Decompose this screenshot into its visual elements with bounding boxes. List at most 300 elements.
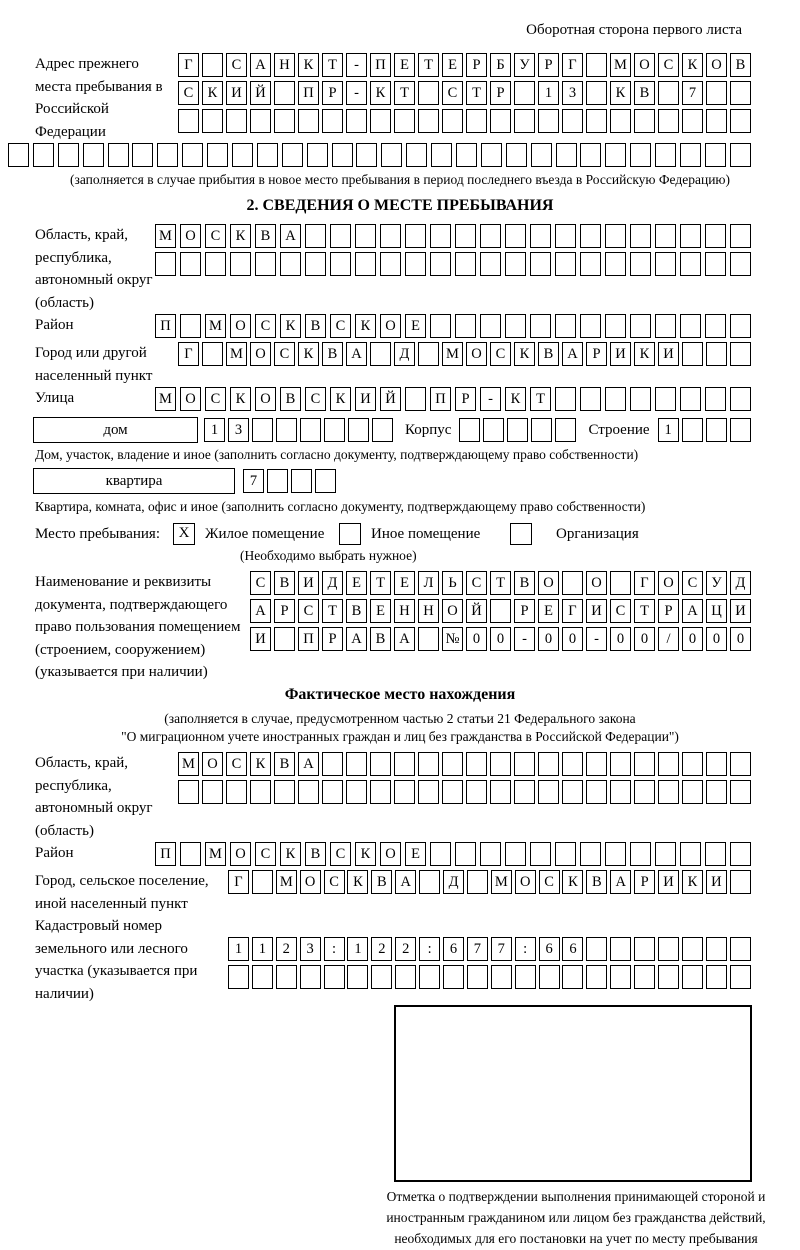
char-cell	[405, 387, 426, 411]
char-cell	[330, 224, 351, 248]
char-cell: С	[490, 342, 511, 366]
char-cell	[274, 780, 295, 804]
char-cell	[730, 224, 751, 248]
char-cell	[538, 780, 559, 804]
char-cell	[658, 109, 679, 133]
char-cell: 0	[706, 627, 727, 651]
char-cell	[443, 965, 464, 989]
char-cell	[481, 143, 502, 167]
option-inoe-label: Иное помещение	[371, 525, 481, 542]
char-row	[178, 780, 751, 804]
char-cell: М	[155, 224, 176, 248]
char-cell	[514, 780, 535, 804]
char-cell	[257, 143, 278, 167]
char-cell	[682, 342, 703, 366]
char-cell	[706, 342, 727, 366]
char-cell	[250, 109, 271, 133]
char-cell: Л	[418, 571, 439, 595]
char-cell: О	[466, 342, 487, 366]
char-cell: С	[298, 599, 319, 623]
char-cell: Й	[250, 81, 271, 105]
char-cell	[655, 252, 676, 276]
char-cell	[505, 252, 526, 276]
char-cell	[586, 780, 607, 804]
char-cell	[370, 752, 391, 776]
char-cell: М	[491, 870, 512, 894]
char-cell: К	[202, 81, 223, 105]
char-cell: Р	[490, 81, 511, 105]
char-cell	[580, 224, 601, 248]
char-cell: А	[395, 870, 416, 894]
char-cell	[491, 965, 512, 989]
char-cell: М	[155, 387, 176, 411]
city-field	[35, 342, 800, 387]
street-label: Улица	[35, 390, 75, 407]
char-cell: У	[706, 571, 727, 595]
stroenie-label: Строение	[588, 421, 650, 438]
char-cell: О	[255, 387, 276, 411]
char-cell: К	[250, 752, 271, 776]
char-cell: М	[205, 314, 226, 338]
char-cell: П	[370, 53, 391, 77]
char-cell	[580, 314, 601, 338]
char-cell	[562, 780, 583, 804]
char-cell: 7	[682, 81, 703, 105]
char-cell: 0	[466, 627, 487, 651]
char-cell	[202, 342, 223, 366]
char-cell	[586, 81, 607, 105]
char-cell: 0	[730, 627, 751, 651]
char-cell	[157, 143, 178, 167]
char-cell: П	[298, 627, 319, 651]
char-cell	[430, 314, 451, 338]
char-cell	[442, 109, 463, 133]
char-cell: Н	[394, 599, 415, 623]
char-row	[228, 870, 751, 894]
char-row	[155, 314, 751, 338]
char-row	[155, 252, 751, 276]
char-cell	[419, 870, 440, 894]
char-cell	[466, 780, 487, 804]
char-cell	[459, 418, 480, 442]
char-cell	[682, 752, 703, 776]
confirmation-stamp-box	[394, 1005, 752, 1182]
char-cell: О	[300, 870, 321, 894]
char-cell	[505, 842, 526, 866]
char-cell	[155, 252, 176, 276]
char-cell: С	[466, 571, 487, 595]
document-grid	[250, 571, 751, 655]
char-cell	[346, 109, 367, 133]
char-cell	[515, 965, 536, 989]
char-cell: М	[442, 342, 463, 366]
char-cell	[531, 418, 552, 442]
char-cell	[680, 252, 701, 276]
char-cell: А	[682, 599, 703, 623]
char-cell: Е	[370, 599, 391, 623]
char-cell	[456, 143, 477, 167]
char-cell	[405, 224, 426, 248]
char-cell	[610, 780, 631, 804]
char-cell	[730, 752, 751, 776]
char-cell	[370, 109, 391, 133]
char-cell: В	[280, 387, 301, 411]
char-cell	[682, 780, 703, 804]
char-cell: Р	[538, 53, 559, 77]
char-cell	[610, 965, 631, 989]
char-cell: А	[346, 342, 367, 366]
char-cell: М	[178, 752, 199, 776]
char-cell	[655, 224, 676, 248]
char-cell	[202, 780, 223, 804]
char-cell	[586, 752, 607, 776]
char-cell: Е	[538, 599, 559, 623]
char-cell	[539, 965, 560, 989]
char-cell: 7	[243, 469, 264, 493]
prev-address-field	[35, 53, 800, 143]
char-cell: В	[586, 870, 607, 894]
char-cell	[394, 780, 415, 804]
char-cell: В	[514, 571, 535, 595]
char-cell: С	[205, 224, 226, 248]
char-cell	[305, 252, 326, 276]
char-cell	[348, 418, 369, 442]
char-cell: К	[298, 53, 319, 77]
char-cell: Е	[394, 571, 415, 595]
char-cell: В	[730, 53, 751, 77]
char-row	[459, 418, 576, 442]
char-cell: 1	[252, 937, 273, 961]
char-cell	[706, 752, 727, 776]
char-cell	[355, 252, 376, 276]
char-cell	[455, 224, 476, 248]
char-cell: К	[562, 870, 583, 894]
stay-type-label: Место пребывания:	[35, 525, 160, 542]
char-cell	[730, 342, 751, 366]
char-cell: Е	[442, 53, 463, 77]
char-cell: О	[230, 314, 251, 338]
char-cell: Г	[562, 599, 583, 623]
char-cell	[555, 252, 576, 276]
char-cell: К	[347, 870, 368, 894]
char-cell: 3	[228, 418, 249, 442]
char-cell	[132, 143, 153, 167]
char-cell	[605, 842, 626, 866]
char-cell: А	[394, 627, 415, 651]
char-cell: Е	[394, 53, 415, 77]
char-cell: 1	[228, 937, 249, 961]
char-cell	[332, 143, 353, 167]
char-cell: И	[355, 387, 376, 411]
char-cell	[556, 143, 577, 167]
char-cell	[634, 752, 655, 776]
char-cell: В	[634, 81, 655, 105]
char-cell: А	[610, 870, 631, 894]
char-cell	[442, 780, 463, 804]
page-side-note: Оборотная сторона первого листа	[526, 22, 742, 38]
char-cell: К	[514, 342, 535, 366]
char-cell: С	[442, 81, 463, 105]
char-cell: С	[205, 387, 226, 411]
char-cell	[705, 314, 726, 338]
char-cell	[538, 752, 559, 776]
korpus-label: Корпус	[405, 421, 452, 438]
char-row	[243, 469, 336, 493]
char-cell: О	[230, 842, 251, 866]
char-cell: В	[274, 752, 295, 776]
char-cell	[730, 965, 751, 989]
char-cell: №	[442, 627, 463, 651]
char-cell	[252, 965, 273, 989]
char-row	[8, 143, 751, 167]
apartment-row	[33, 468, 800, 494]
char-cell	[555, 224, 576, 248]
char-cell: О	[380, 314, 401, 338]
char-cell	[706, 780, 727, 804]
char-cell: Г	[178, 53, 199, 77]
char-cell: Т	[322, 599, 343, 623]
char-cell	[108, 143, 129, 167]
char-cell	[605, 143, 626, 167]
char-cell	[706, 965, 727, 989]
char-cell: И	[226, 81, 247, 105]
char-cell	[610, 571, 631, 595]
char-cell	[202, 53, 223, 77]
char-cell: 0	[634, 627, 655, 651]
char-cell	[442, 752, 463, 776]
char-cell: Т	[418, 53, 439, 77]
actual-city-field	[35, 870, 800, 915]
char-cell	[586, 937, 607, 961]
char-cell	[280, 252, 301, 276]
char-row	[228, 937, 751, 961]
char-cell: С	[330, 314, 351, 338]
char-cell: Т	[530, 387, 551, 411]
char-cell	[178, 109, 199, 133]
char-cell	[431, 143, 452, 167]
char-cell: К	[610, 81, 631, 105]
char-cell	[418, 627, 439, 651]
char-cell	[276, 418, 297, 442]
char-cell	[538, 109, 559, 133]
char-cell	[514, 109, 535, 133]
char-cell: Й	[380, 387, 401, 411]
char-cell: О	[538, 571, 559, 595]
char-cell: О	[442, 599, 463, 623]
char-cell: К	[682, 870, 703, 894]
char-cell: /	[658, 627, 679, 651]
char-cell	[562, 571, 583, 595]
char-cell	[506, 143, 527, 167]
char-cell: Р	[514, 599, 535, 623]
house-row	[33, 417, 800, 443]
char-cell	[730, 81, 751, 105]
char-cell	[530, 224, 551, 248]
char-cell	[730, 109, 751, 133]
char-cell	[347, 965, 368, 989]
char-cell	[555, 387, 576, 411]
char-cell: 2	[395, 937, 416, 961]
char-cell	[630, 252, 651, 276]
char-cell	[562, 965, 583, 989]
char-cell: О	[634, 53, 655, 77]
char-cell: Р	[586, 342, 607, 366]
char-cell	[480, 842, 501, 866]
char-cell	[394, 109, 415, 133]
char-cell: :	[515, 937, 536, 961]
char-cell: Р	[274, 599, 295, 623]
char-cell: -	[346, 81, 367, 105]
char-cell: В	[274, 571, 295, 595]
char-cell	[274, 81, 295, 105]
char-cell: С	[255, 842, 276, 866]
char-cell	[706, 418, 727, 442]
char-cell: В	[305, 842, 326, 866]
char-cell	[730, 314, 751, 338]
char-row	[250, 599, 751, 623]
char-cell: Т	[394, 81, 415, 105]
char-cell	[705, 143, 726, 167]
char-cell	[530, 252, 551, 276]
checkbox-zhiloe-pomeshchenie	[173, 523, 195, 545]
char-cell	[324, 418, 345, 442]
char-cell: В	[255, 224, 276, 248]
char-cell	[634, 109, 655, 133]
actual-location-title: Фактическое место нахождения	[284, 685, 516, 703]
char-cell: О	[180, 224, 201, 248]
char-cell: К	[370, 81, 391, 105]
char-cell: К	[280, 842, 301, 866]
actual-location-caption-2: "О миграционном учете иностранных граждан и лиц без гражданства в Российской Федерации")	[121, 729, 679, 745]
char-cell: И	[250, 627, 271, 651]
char-cell	[372, 418, 393, 442]
char-cell	[630, 387, 651, 411]
char-cell	[505, 314, 526, 338]
char-cell	[555, 418, 576, 442]
char-cell: Г	[634, 571, 655, 595]
char-cell	[430, 224, 451, 248]
char-cell	[250, 780, 271, 804]
char-cell	[658, 81, 679, 105]
char-cell	[555, 842, 576, 866]
char-cell: Р	[322, 627, 343, 651]
char-cell	[232, 143, 253, 167]
char-cell	[380, 224, 401, 248]
char-cell: А	[250, 53, 271, 77]
char-cell	[346, 780, 367, 804]
char-cell	[507, 418, 528, 442]
char-cell	[705, 224, 726, 248]
char-cell	[298, 109, 319, 133]
char-cell	[531, 143, 552, 167]
char-cell: С	[255, 314, 276, 338]
char-cell	[207, 143, 228, 167]
char-cell: И	[610, 342, 631, 366]
char-cell	[298, 780, 319, 804]
char-row	[178, 109, 751, 133]
char-cell	[580, 143, 601, 167]
char-cell: В	[538, 342, 559, 366]
char-cell: Д	[322, 571, 343, 595]
char-cell	[605, 224, 626, 248]
char-cell: К	[355, 314, 376, 338]
char-row	[155, 387, 751, 411]
char-cell	[680, 314, 701, 338]
prev-address-caption: (заполняется в случае прибытия в новое место пребывания в период последнего въезда в Российскую Федерацию)	[69, 172, 731, 187]
char-cell: Т	[490, 571, 511, 595]
char-cell	[730, 842, 751, 866]
char-cell	[705, 252, 726, 276]
char-cell	[730, 418, 751, 442]
char-cell: В	[371, 870, 392, 894]
char-cell: У	[514, 53, 535, 77]
char-cell	[467, 870, 488, 894]
char-cell: Т	[466, 81, 487, 105]
char-cell: Н	[418, 599, 439, 623]
char-cell: Д	[394, 342, 415, 366]
char-cell	[605, 314, 626, 338]
char-cell	[430, 842, 451, 866]
char-cell: -	[514, 627, 535, 651]
document-label: Наименование и реквизиты документа, подтверждающего право пользования помещением (строением, сооружением) (указывается при наличии)	[35, 574, 241, 681]
char-cell: Д	[730, 571, 751, 595]
char-cell: К	[298, 342, 319, 366]
char-cell	[182, 143, 203, 167]
option-zhiloe-label: Жилое помещение	[205, 525, 325, 542]
char-cell	[483, 418, 504, 442]
char-row	[204, 418, 393, 442]
char-row	[178, 752, 751, 776]
char-cell: 1	[538, 81, 559, 105]
char-cell	[630, 314, 651, 338]
prev-address-grid	[178, 53, 751, 137]
char-cell	[634, 780, 655, 804]
char-cell	[630, 842, 651, 866]
char-cell: Р	[634, 870, 655, 894]
checkbox-mark: X	[178, 525, 190, 542]
char-cell: О	[658, 571, 679, 595]
char-cell	[580, 842, 601, 866]
char-cell: К	[230, 387, 251, 411]
char-cell: М	[610, 53, 631, 77]
char-cell	[655, 842, 676, 866]
char-cell: -	[480, 387, 501, 411]
char-cell: В	[322, 342, 343, 366]
char-cell	[252, 870, 273, 894]
char-cell: Г	[178, 342, 199, 366]
char-cell: П	[298, 81, 319, 105]
char-cell: 0	[610, 627, 631, 651]
char-cell	[418, 780, 439, 804]
char-cell	[291, 469, 312, 493]
char-cell	[430, 252, 451, 276]
char-cell: С	[658, 53, 679, 77]
char-cell: -	[586, 627, 607, 651]
char-cell: С	[178, 81, 199, 105]
char-cell: Е	[346, 571, 367, 595]
char-cell	[580, 387, 601, 411]
char-cell	[490, 780, 511, 804]
char-cell	[346, 752, 367, 776]
char-cell: И	[658, 870, 679, 894]
char-cell	[730, 937, 751, 961]
char-cell: С	[226, 752, 247, 776]
char-row	[228, 965, 751, 989]
char-cell	[394, 752, 415, 776]
char-cell	[630, 143, 651, 167]
char-cell: Р	[466, 53, 487, 77]
char-cell: П	[430, 387, 451, 411]
